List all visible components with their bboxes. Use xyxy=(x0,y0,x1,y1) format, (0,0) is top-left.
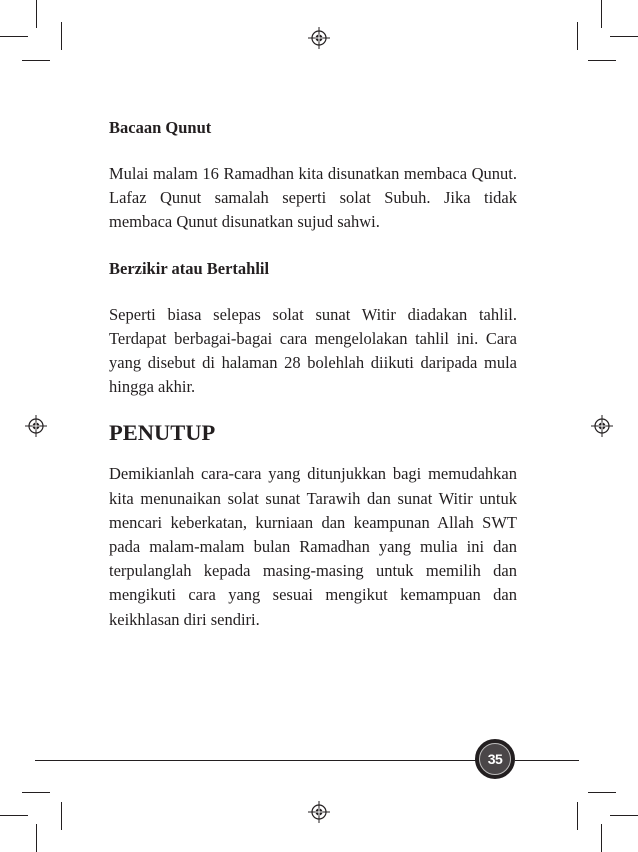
crop-mark-top-left-v2 xyxy=(61,22,62,50)
crop-mark-top-right-h2 xyxy=(588,60,616,61)
crop-mark-bottom-left-h2 xyxy=(22,792,50,793)
registration-mark-icon xyxy=(25,415,47,437)
closing-heading: PENUTUP xyxy=(109,420,216,446)
crop-mark-top-right-h xyxy=(610,36,638,37)
registration-mark-icon xyxy=(308,801,330,823)
footer-rule-left xyxy=(35,760,476,761)
crop-mark-bottom-right-h xyxy=(610,815,638,816)
closing-body: Demikianlah cara-cara yang ditunjukkan bagi memudahkan kita menunaikan solat sunat Tarawih dan sunat Witir untuk mencari keberkatan, kurniaan dan keampunan Allah SWT pada malam-malam bulan Ramadhan yang mulia ini dan terpulanglah kepada masing-masing untuk memilih dan mengikuti cara yang sesuai mengikut kemampuan dan keikhlasan diri sendiri. xyxy=(109,464,517,629)
crop-mark-top-right-v2 xyxy=(577,22,578,50)
page-number: 35 xyxy=(487,751,503,767)
crop-mark-bottom-left-h xyxy=(0,815,28,816)
page-content xyxy=(109,116,517,632)
footer-rule-right xyxy=(515,760,579,761)
crop-mark-bottom-left-v2 xyxy=(61,802,62,830)
section-heading-bacaan-qunut: Bacaan Qunut xyxy=(109,118,212,137)
page-number-badge xyxy=(475,739,515,779)
registration-mark-icon xyxy=(308,27,330,49)
crop-mark-bottom-left-v xyxy=(36,824,37,852)
crop-mark-bottom-right-v2 xyxy=(577,802,578,830)
registration-mark-icon xyxy=(591,415,613,437)
page-number-badge-inner xyxy=(479,743,511,775)
crop-mark-bottom-right-h2 xyxy=(588,792,616,793)
crop-mark-top-left-h2 xyxy=(22,60,50,61)
section-body-berzikir: Seperti biasa selepas solat sunat Witir diadakan tahlil. Terdapat berbagai-bagai cara mengelolakan tahlil ini. Cara yang disebut di halaman 28 bolehlah diikuti daripada mula hingga akhir. xyxy=(109,304,517,397)
section-heading-berzikir: Berzikir atau Bertahlil xyxy=(109,258,270,278)
crop-mark-top-left-v xyxy=(36,0,37,28)
section-body-bacaan-qunut: Mulai malam 16 Ramadhan kita disunatkan membaca Qunut. Lafaz Qunut samalah seperti solat Subuh. Jika tidak membaca Qunut disunatkan sujud sahwi. xyxy=(109,164,517,232)
crop-mark-top-left-h xyxy=(0,36,28,37)
crop-mark-bottom-right-v xyxy=(601,824,602,852)
crop-mark-top-right-v xyxy=(601,0,602,28)
